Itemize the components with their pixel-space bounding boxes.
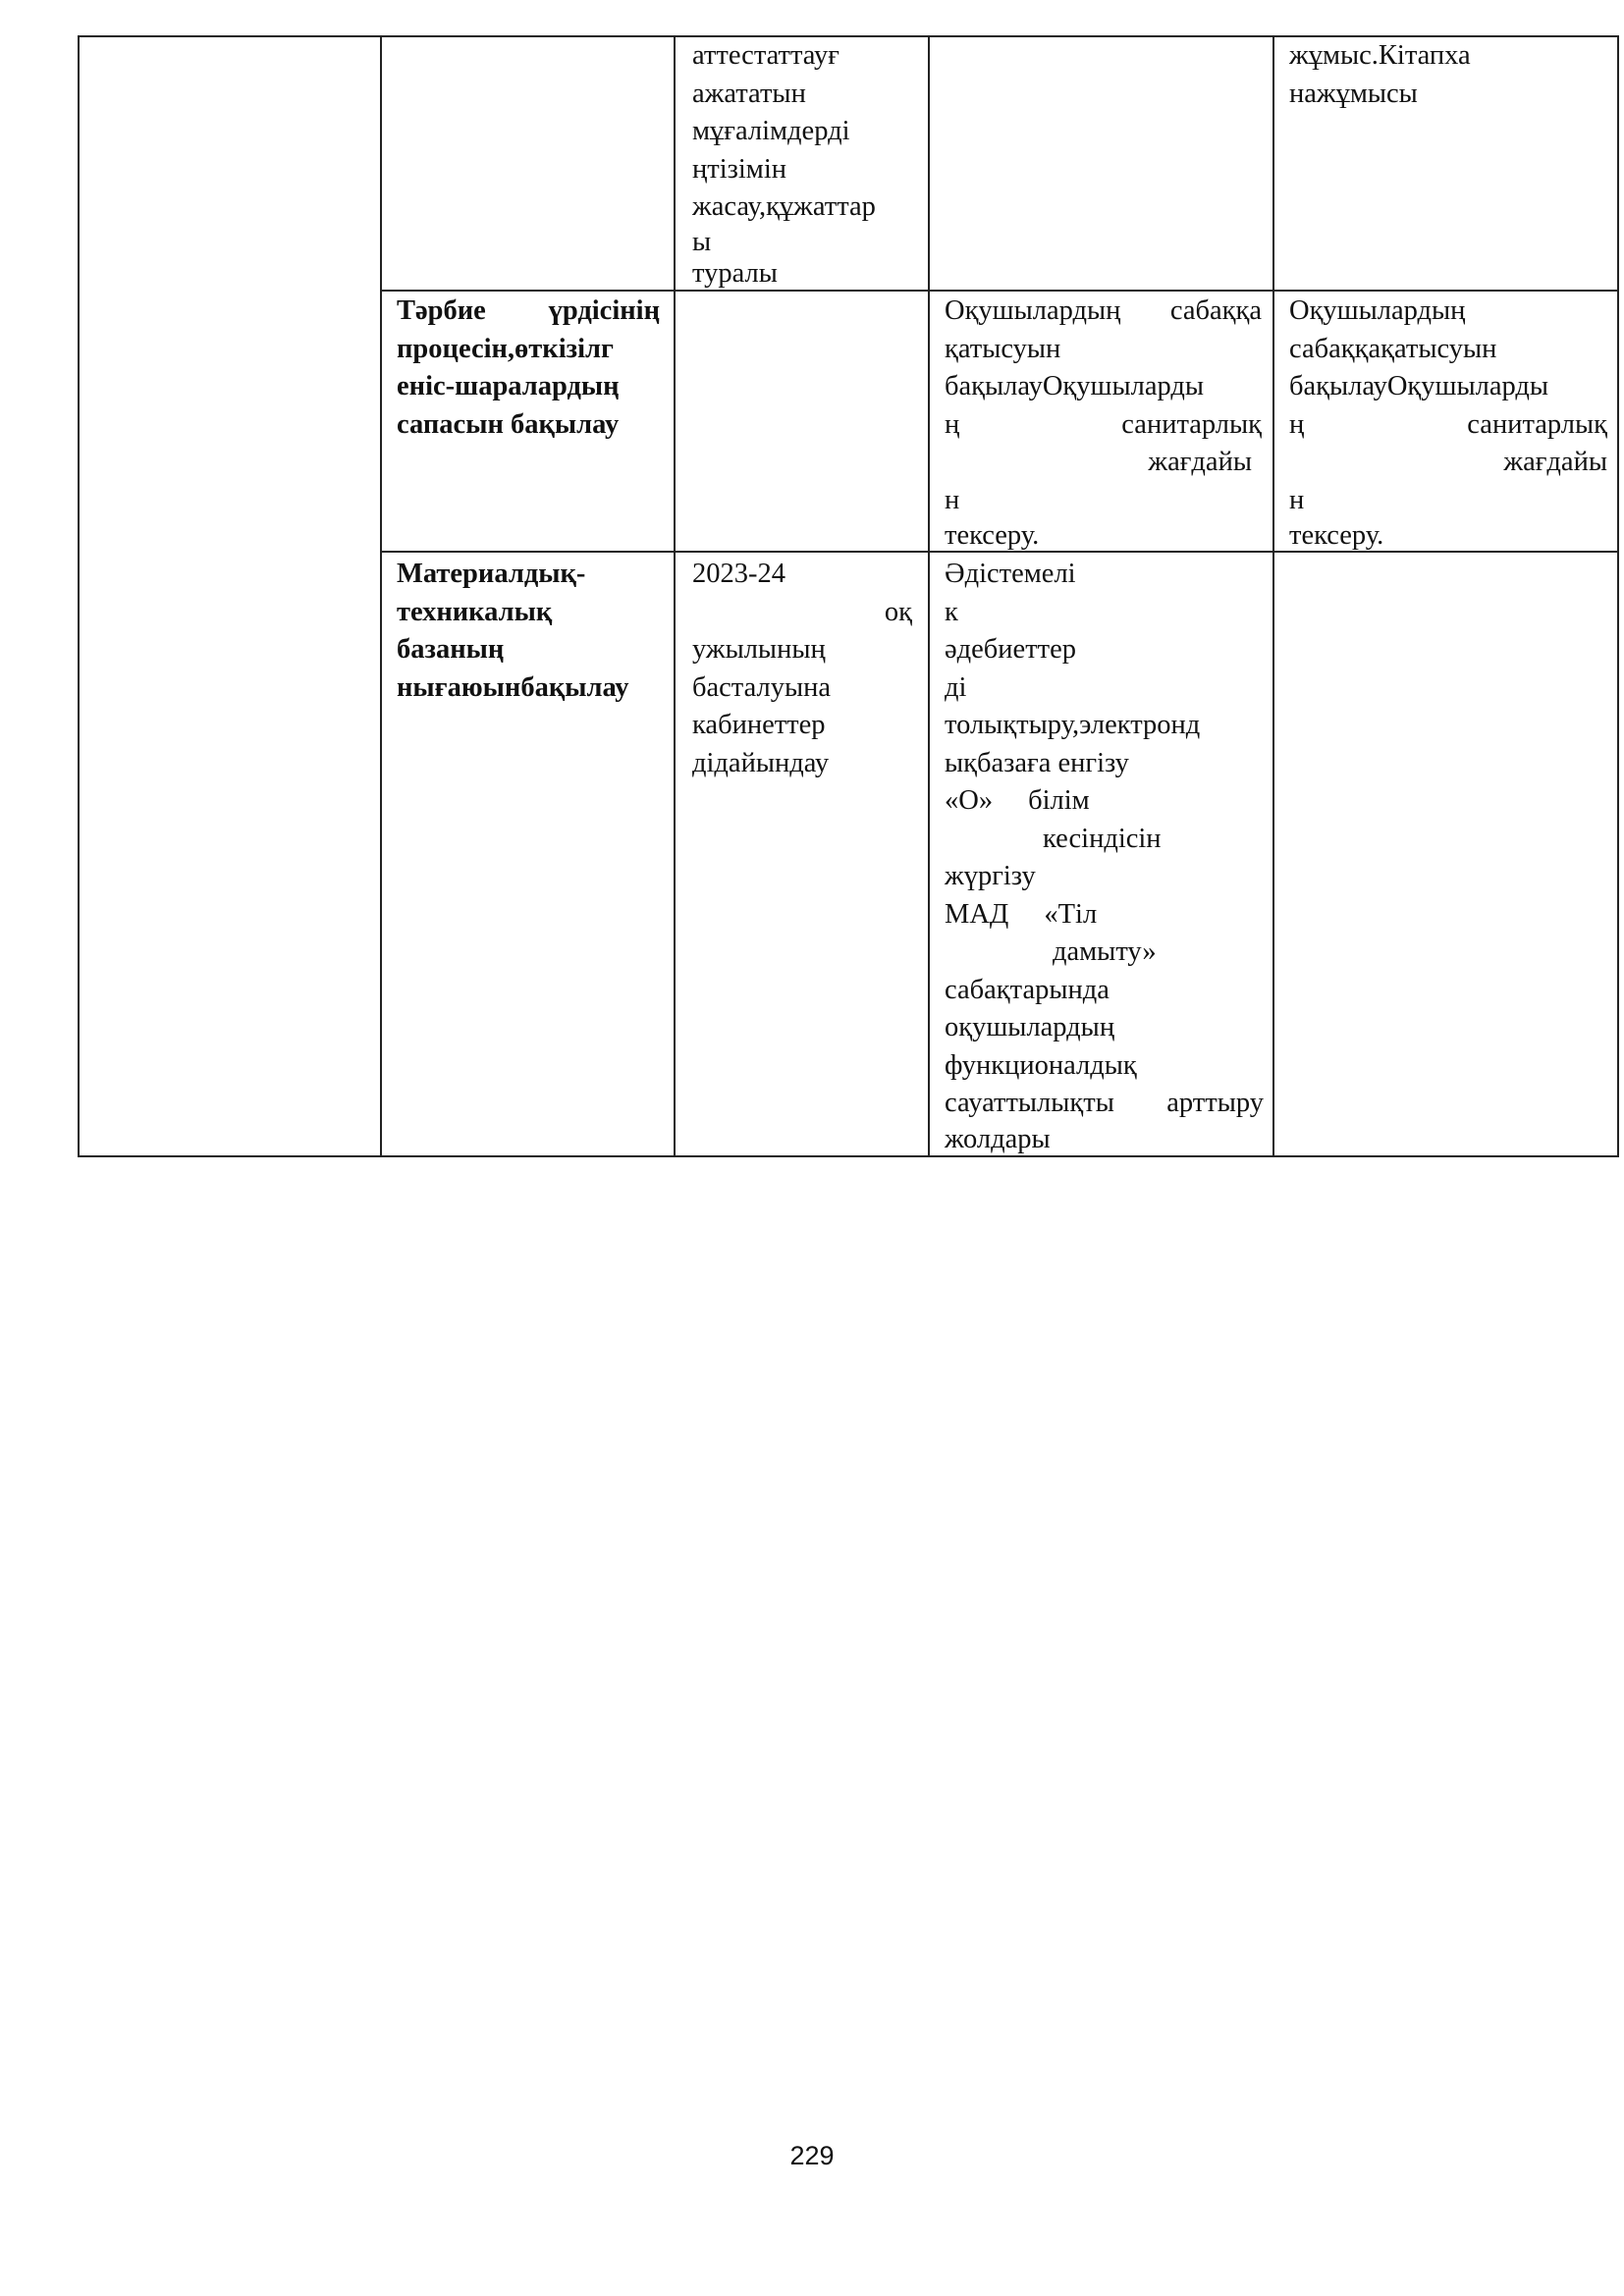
text-line: ықбазаға енгізу — [945, 747, 1129, 778]
text-line: ажататын — [692, 78, 806, 109]
text-line: функционалдық — [945, 1049, 1137, 1081]
text-line: оқ — [884, 596, 912, 627]
text-line: процесін,өткізілг — [397, 333, 614, 364]
text-line: н — [945, 484, 960, 515]
text-line: нығаюынбақылау — [397, 671, 629, 703]
text-line: еніс-шаралардың — [397, 371, 620, 401]
row2-col4-cell — [945, 293, 1262, 553]
table-border-right — [1617, 35, 1619, 1157]
text-line: 2023-24 — [692, 559, 785, 589]
text-line: тексеру. — [945, 520, 1040, 551]
text-line: ы — [692, 226, 712, 257]
text-line: нажұмысы — [1289, 78, 1418, 109]
row1-col5-cell — [1289, 37, 1608, 113]
text-line: толықтыру,электронд — [945, 710, 1201, 740]
text-line: техникалық — [397, 596, 553, 627]
text-line: ужылының — [692, 634, 826, 665]
text-line: сапасын бақылау — [397, 408, 620, 440]
text-line: кабинеттер — [692, 710, 826, 740]
text-line: жүргізу — [945, 861, 1036, 891]
text-line: н — [1289, 484, 1305, 515]
plan-table — [78, 35, 1624, 1157]
row-divider-1 — [380, 290, 1619, 292]
row2-topic-cell — [397, 293, 660, 444]
row3-topic-cell — [397, 556, 677, 707]
text-line: сауаттылықты арттыру — [945, 1088, 1264, 1118]
text-line: дамыту» — [1053, 936, 1157, 967]
text-line: Оқушылардың — [1289, 295, 1466, 326]
row3-col4-cell — [945, 556, 1264, 1156]
text-line: Материалдық- — [397, 559, 586, 589]
table-border-bottom — [78, 1155, 1619, 1157]
row2-col5-cell — [1289, 293, 1607, 553]
text-line: дідайындау — [692, 747, 830, 778]
text-line: ң санитарлық — [945, 408, 1262, 440]
text-line: Әдістемелі — [945, 559, 1076, 589]
text-line: оқушылардың — [945, 1012, 1115, 1042]
text-line: әдебиеттер — [945, 634, 1077, 665]
row1-col3-cell — [692, 37, 913, 290]
text-line: к — [945, 596, 958, 627]
text-line: жұмыс.Кітапха — [1289, 40, 1471, 71]
text-line: сабақтарында — [945, 974, 1110, 1005]
text-line: кесіндісін — [1043, 823, 1162, 854]
table-border-col4 — [1272, 35, 1274, 1157]
text-line: жолдары — [945, 1123, 1051, 1154]
text-line: сабаққақатысуын — [1289, 333, 1497, 364]
text-line: «О» білім — [945, 785, 1090, 816]
text-line: қатысуын — [945, 333, 1061, 364]
text-line: ді — [945, 671, 967, 703]
text-line: тексеру. — [1289, 520, 1384, 551]
text-line: аттестаттауғ — [692, 40, 839, 71]
page-number: 229 — [789, 2141, 835, 2170]
text-line: мұғалімдерді — [692, 116, 850, 146]
table-border-col1 — [380, 35, 382, 1157]
text-line: жасау,құжаттар — [692, 191, 876, 222]
text-line: бақылауОқушыларды — [1289, 371, 1548, 401]
text-line: ң санитарлық — [1289, 408, 1607, 440]
text-line: жағдайы — [1148, 447, 1252, 477]
text-line: жағдайы — [1503, 447, 1607, 477]
text-line: базаның — [397, 634, 505, 665]
text-line: МАД «Тіл — [945, 898, 1098, 930]
text-line: туралы — [692, 257, 778, 289]
text-line: басталуына — [692, 671, 832, 703]
table-border-left — [78, 35, 80, 1157]
text-line: ңтізімін — [692, 153, 787, 185]
text-line: Тәрбие үрдісінің — [397, 295, 660, 326]
text-line: бақылауОқушыларды — [945, 371, 1204, 401]
table-border-col3 — [928, 35, 930, 1157]
row3-col3-cell — [692, 556, 912, 782]
text-line: Оқушылардың сабаққа — [945, 295, 1262, 326]
